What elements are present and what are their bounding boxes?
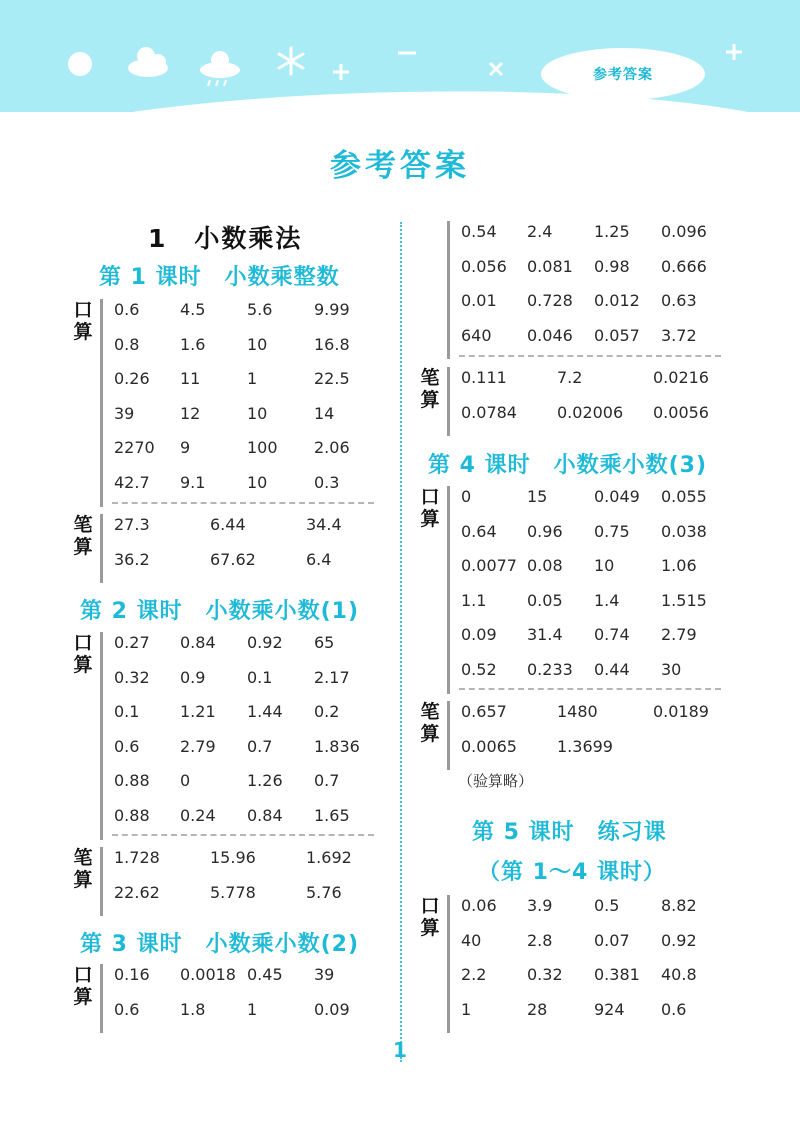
answer-value: 30 — [661, 660, 682, 679]
answer-value: 0.0065 — [461, 736, 517, 756]
written-label: 笔算 — [420, 701, 440, 745]
answer-value: 5.778 — [210, 882, 256, 902]
section-bar — [100, 847, 103, 916]
answer-value: 31.4 — [527, 625, 563, 645]
answer-value: 1.06 — [661, 556, 697, 576]
answer-value: 2.4 — [527, 222, 553, 241]
answer-value: 0.5 — [594, 896, 620, 915]
dashed-separator — [112, 502, 374, 504]
answer-value: 0.6 — [114, 999, 140, 1019]
answer-value: 28 — [527, 999, 548, 1019]
answer-value: 0.05 — [527, 590, 563, 610]
answer-value: 10 — [247, 403, 268, 423]
answer-value: 0.9 — [180, 667, 206, 687]
answer-value: 9.1 — [180, 473, 206, 492]
answer-value: 0.44 — [594, 660, 630, 679]
section-bar — [447, 486, 450, 694]
answer-value: 10 — [247, 473, 268, 492]
written-block — [72, 514, 362, 583]
answer-value: 34.4 — [306, 515, 342, 534]
answer-value: 1.65 — [314, 806, 350, 825]
answer-value: 0.27 — [114, 633, 150, 652]
answer-value: 22.5 — [314, 369, 350, 389]
answer-value: 0.056 — [461, 256, 507, 276]
answer-value: 3.9 — [527, 896, 553, 915]
answer-value: 36.2 — [114, 549, 150, 569]
answer-value: 2.79 — [661, 625, 697, 645]
answer-value: 1.728 — [114, 848, 160, 867]
written-block — [419, 701, 709, 770]
section-bar — [100, 299, 103, 507]
written-label: 笔算 — [420, 367, 440, 411]
section-bar — [447, 221, 450, 359]
oral-label: 口算 — [420, 486, 440, 530]
oral-block — [72, 632, 362, 840]
answer-value: 1.26 — [247, 771, 283, 791]
written-label: 笔算 — [73, 847, 93, 891]
answer-value: 1.4 — [594, 590, 620, 610]
answer-value: 0.057 — [594, 325, 640, 345]
answer-value: 0.1 — [247, 667, 273, 687]
answer-value: 0.233 — [527, 660, 573, 679]
answer-value: 0.24 — [180, 806, 216, 825]
answer-value: 0.0216 — [653, 368, 709, 387]
answer-value: 8.82 — [661, 896, 697, 915]
answer-value: 0.012 — [594, 291, 640, 311]
answer-value: 1.3699 — [557, 736, 613, 756]
answer-value: 2.2 — [461, 965, 487, 985]
answer-value: 0.02006 — [557, 402, 624, 422]
answer-value: 0.049 — [594, 487, 640, 506]
section-bar — [447, 701, 450, 770]
answer-value: 0.98 — [594, 256, 630, 276]
oral-label: 口算 — [73, 299, 93, 343]
answer-value: 0.6 — [114, 736, 140, 756]
minus-icon — [396, 48, 418, 58]
answer-value: 0.381 — [594, 965, 640, 985]
answer-value: 15.96 — [210, 848, 256, 867]
answer-value: 0.3 — [314, 473, 340, 492]
snowflake-icon — [276, 46, 306, 76]
dashed-separator — [459, 688, 721, 690]
answer-value: 6.44 — [210, 515, 246, 534]
answer-value: 12 — [180, 403, 201, 423]
answer-value: 40.8 — [661, 965, 697, 985]
written-label: 笔算 — [73, 514, 93, 558]
answer-value: 42.7 — [114, 473, 150, 492]
answer-value: 7.2 — [557, 368, 583, 387]
dashed-separator — [459, 355, 721, 357]
answer-value: 0.728 — [527, 291, 573, 311]
page-number: 1 — [393, 1038, 407, 1062]
answer-value: 0.0056 — [653, 402, 709, 422]
answer-value: 0.1 — [114, 702, 140, 722]
answer-value: 2.17 — [314, 667, 350, 687]
answer-value: 0.88 — [114, 771, 150, 791]
cloud-icon — [126, 44, 172, 80]
answer-value: 0.6 — [661, 999, 687, 1019]
answer-value: 640 — [461, 325, 492, 345]
answer-value: 9.99 — [314, 300, 350, 319]
lesson-3-title: 第 3 课时 小数乘小数(2) — [80, 932, 360, 957]
answer-value: 11 — [180, 369, 201, 389]
header-banner — [0, 0, 800, 112]
answer-value: 0.63 — [661, 291, 697, 311]
oral-label: 口算 — [420, 895, 440, 939]
answer-value: 0.7 — [247, 736, 273, 756]
answer-value: 1 — [247, 369, 258, 389]
lesson-1-title: 第 1 课时 小数乘整数 — [99, 265, 340, 290]
answer-value: 0.16 — [114, 965, 150, 984]
answer-value: 0.54 — [461, 222, 497, 241]
column-divider — [400, 222, 402, 1062]
answer-value: 0.01 — [461, 291, 497, 311]
answer-value: 1.1 — [461, 590, 487, 610]
answer-value: 0.06 — [461, 896, 497, 915]
answer-value: 0.0784 — [461, 402, 517, 422]
answer-value: 0.055 — [661, 487, 707, 506]
answer-value: 67.62 — [210, 549, 256, 569]
answer-value: 0.2 — [314, 702, 340, 722]
page-title: 参考答案 — [330, 148, 470, 184]
answer-key-badge: 参考答案 — [541, 48, 705, 100]
answer-value: 0.84 — [247, 806, 283, 825]
section-bar — [447, 367, 450, 436]
answer-value: 0.09 — [314, 999, 350, 1019]
answer-value: 14 — [314, 403, 335, 423]
answer-value: 15 — [527, 487, 548, 506]
answer-value: 1.6 — [180, 334, 206, 354]
oral-block — [419, 895, 709, 1033]
written-block — [72, 847, 362, 916]
answer-value: 2.06 — [314, 438, 350, 458]
answer-value: 0.92 — [247, 633, 283, 652]
dashed-separator — [112, 834, 374, 836]
lesson-4-title: 第 4 课时 小数乘小数(3) — [428, 453, 708, 478]
verification-note: （验算略） — [458, 772, 534, 790]
oral-block — [72, 299, 362, 507]
answer-value: 1 — [247, 999, 258, 1019]
answer-value: 924 — [594, 999, 625, 1019]
answer-value: 0.657 — [461, 702, 507, 721]
oral-block — [72, 964, 362, 1033]
answer-value: 0.046 — [527, 325, 573, 345]
answer-value: 22.62 — [114, 882, 160, 902]
answer-value: 100 — [247, 438, 278, 458]
written-block — [419, 367, 709, 436]
answer-value: 1 — [461, 999, 472, 1019]
answer-value: 1480 — [557, 702, 598, 721]
unit-title: 1 小数乘法 — [148, 224, 303, 253]
answer-value: 5.6 — [247, 300, 273, 319]
answer-value: 0.92 — [661, 930, 697, 950]
answer-value: 0.08 — [527, 556, 563, 576]
answer-value: 0.32 — [527, 965, 563, 985]
answer-value: 0.32 — [114, 667, 150, 687]
times-icon — [487, 60, 505, 78]
answer-value: 0.26 — [114, 369, 150, 389]
answer-value: 3.72 — [661, 325, 697, 345]
answer-value: 2270 — [114, 438, 155, 458]
answer-value: 0.081 — [527, 256, 573, 276]
oral-label: 口算 — [73, 632, 93, 676]
answer-value: 1.25 — [594, 222, 630, 241]
rain-cloud-icon — [198, 48, 244, 88]
answer-value: 1.44 — [247, 702, 283, 722]
answer-value: 16.8 — [314, 334, 350, 354]
lesson-2-title: 第 2 课时 小数乘小数(1) — [80, 599, 360, 624]
answer-value: 39 — [314, 965, 335, 984]
sun-icon — [66, 50, 94, 78]
lesson-5-title: 第 5 课时 练习课 — [472, 820, 667, 845]
answer-value: 0.07 — [594, 930, 630, 950]
section-bar — [100, 514, 103, 583]
answer-value: 0.0189 — [653, 702, 709, 721]
answer-value: 0 — [461, 487, 472, 506]
answer-value: 0.0018 — [180, 965, 236, 984]
answer-value: 1.8 — [180, 999, 206, 1019]
plus-icon — [331, 62, 351, 82]
answer-value: 1.21 — [180, 702, 216, 722]
answer-value: 1.692 — [306, 848, 352, 867]
oral-label: 口算 — [73, 964, 93, 1008]
answer-value: 6.4 — [306, 549, 332, 569]
answer-value: 5.76 — [306, 882, 342, 902]
oral-block — [419, 486, 709, 694]
section-bar — [100, 964, 103, 1033]
answer-value: 1.515 — [661, 590, 707, 610]
answer-value: 0.52 — [461, 660, 497, 679]
answer-value: 0.666 — [661, 256, 707, 276]
answer-value: 0 — [180, 771, 191, 791]
answer-value: 0.0077 — [461, 556, 517, 576]
answer-value: 0.64 — [461, 521, 497, 541]
answer-value: 10 — [247, 334, 268, 354]
answer-value: 0.45 — [247, 965, 283, 984]
answer-value: 40 — [461, 930, 482, 950]
answer-value: 1.836 — [314, 736, 360, 756]
answer-value: 0.038 — [661, 521, 707, 541]
answer-value: 4.5 — [180, 300, 206, 319]
section-bar — [447, 895, 450, 1033]
answer-value: 0.6 — [114, 300, 140, 319]
answer-value: 0.84 — [180, 633, 216, 652]
answer-value: 2.79 — [180, 736, 216, 756]
answer-value: 0.111 — [461, 368, 507, 387]
answer-value: 0.8 — [114, 334, 140, 354]
lesson-5-subtitle: （第 1～4 课时） — [478, 860, 666, 885]
answer-value: 0.096 — [661, 222, 707, 241]
answer-value: 2.8 — [527, 930, 553, 950]
oral-block — [419, 221, 709, 359]
answer-value: 65 — [314, 633, 335, 652]
answer-value: 27.3 — [114, 515, 150, 534]
answer-value: 0.75 — [594, 521, 630, 541]
section-bar — [100, 632, 103, 840]
answer-value: 0.88 — [114, 806, 150, 825]
answer-value: 0.74 — [594, 625, 630, 645]
answer-value: 0.7 — [314, 771, 340, 791]
answer-value: 9 — [180, 438, 191, 458]
answer-value: 0.09 — [461, 625, 497, 645]
answer-value: 10 — [594, 556, 615, 576]
answer-value: 39 — [114, 403, 135, 423]
plus-icon — [724, 42, 744, 62]
answer-value: 0.96 — [527, 521, 563, 541]
